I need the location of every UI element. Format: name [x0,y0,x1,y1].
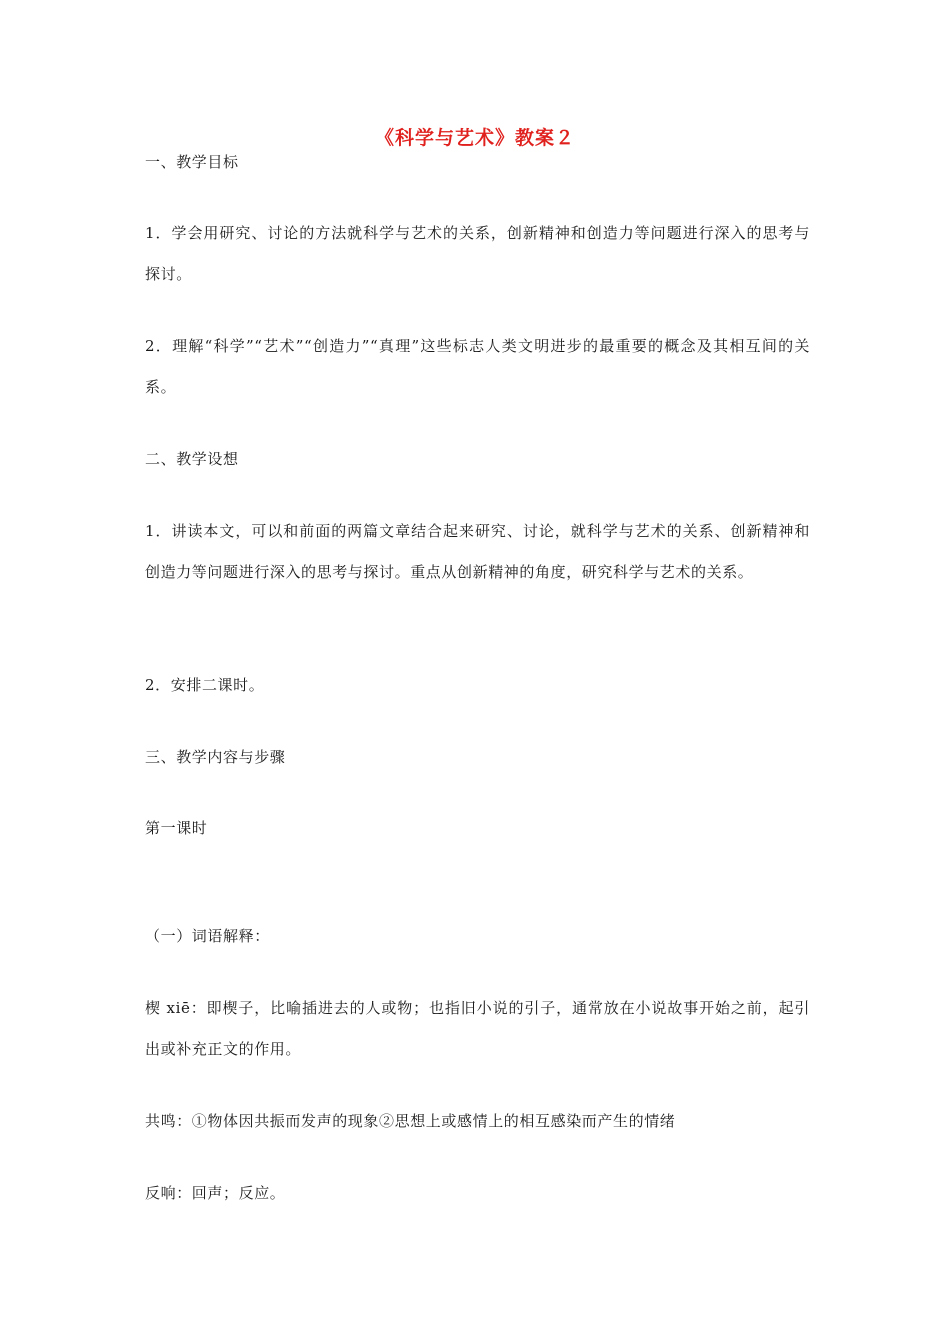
subsection-heading-vocabulary: （一）词语解释： [145,927,270,945]
paragraph-design-2: 2．安排二课时。 [145,676,265,694]
section-heading-design: 二、教学设想 [145,450,239,468]
vocabulary-entry-gongming: 共鸣：①物体因共振而发声的现象②思想上或感情上的相互感染而产生的情绪 [145,1112,676,1130]
vocabulary-entry-fanxiang: 反响：回声；反应。 [145,1184,286,1202]
lesson-heading-first: 第一课时 [145,819,208,837]
paragraph-design-1: 1．讲读本文，可以和前面的两篇文章结合起来研究、讨论，就科学与艺术的关系、创新精神和创造力等问题进行深入的思考与探讨。重点从创新精神的角度，研究科学与艺术的关系。 [145,522,810,581]
vocabulary-entry-xie: 楔 xiē：即楔子，比喻插进去的人或物；也指旧小说的引子，通常放在小说故事开始之前，起引出或补充正文的作用。 [145,999,810,1058]
paragraph-objective-2: 2．理解“科学”“艺术”“创造力”“真理”这些标志人类文明进步的最重要的概念及其相互间的关系。 [145,337,810,396]
section-heading-content: 三、教学内容与步骤 [145,748,286,766]
document-title: 《科学与艺术》教案２ [374,127,575,149]
paragraph-objective-1: 1．学会用研究、讨论的方法就科学与艺术的关系，创新精神和创造力等问题进行深入的思考与探讨。 [145,224,810,283]
section-heading-objectives: 一、教学目标 [145,153,239,171]
